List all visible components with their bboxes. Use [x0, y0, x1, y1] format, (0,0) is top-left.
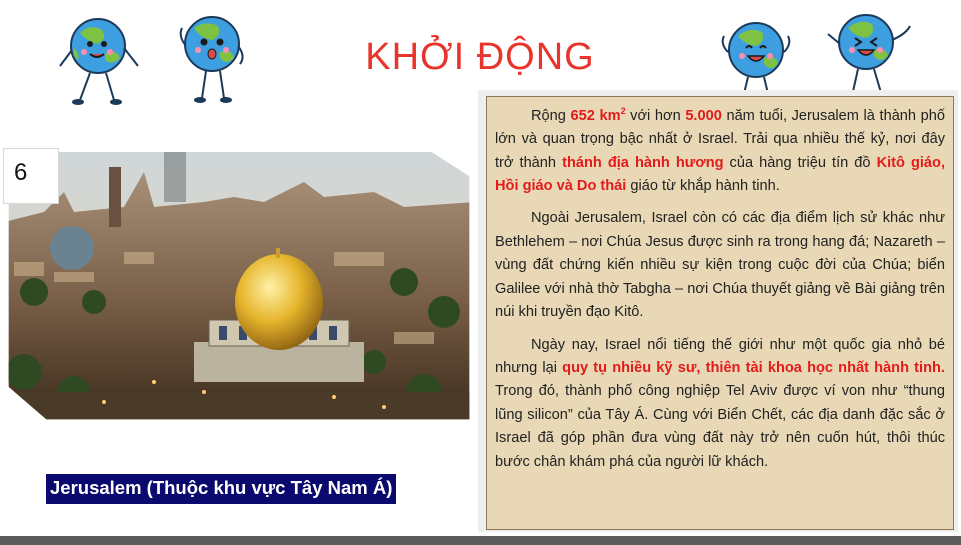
paragraph-2: Ngoài Jerusalem, Israel còn có các địa điểm lịch sử khác như Bethlehem – nơi Chúa Jesus được sinh ra trong hang đá; Nazareth – vùng đất chứng kiến nhiều sự kiện trong cuộc đời của Chúa; biển Galilee với nhà thờ Tabgha – nơi Chúa thuyết giảng về Bài giảng trên núi khi truyền đạo Kitô.	[495, 210, 945, 321]
globe-character-icon	[168, 6, 258, 106]
jerusalem-photo	[4, 152, 474, 422]
slide-number: 6	[3, 148, 59, 204]
globe-character-icon	[50, 8, 150, 108]
photo-caption: Jerusalem (Thuộc khu vực Tây Nam Á)	[46, 474, 396, 504]
slide-title: KHỞI ĐỘNG	[365, 36, 595, 78]
bottom-bar	[0, 536, 961, 545]
text-panel	[486, 96, 954, 530]
paragraph-1: Rộng 652 $km^2$ với hơn 5.000 năm tuổi, Jerusalem là thành phố lớn và quan trọng bậc nhất ở Israel. Trải qua nhiều thế kỷ, nơi đây trở thành thánh địa hành hương của hàng triệu tín đồ Kitô giáo, Hồi giáo và Do thái giáo từ khắp hành tinh.	[495, 106, 946, 195]
globe-character-icon	[820, 4, 920, 104]
paragraph-3: Ngày nay, Israel nổi tiếng thế giới như một quốc gia nhỏ bé nhưng lại quy tụ nhiều kỹ sư, thiên tài khoa học nhất hành tinh. Trong đó, thành phố công nghiệp Tel Aviv được ví von như “thung lũng silicon” của Tây Á. Cùng với Biển Chết, các địa danh đặc sắc ở Israel đã góp phần đưa vùng đất này trở nên cuốn hút, thôi thúc bước chân khám phá của người lữ khách.	[495, 336, 945, 470]
